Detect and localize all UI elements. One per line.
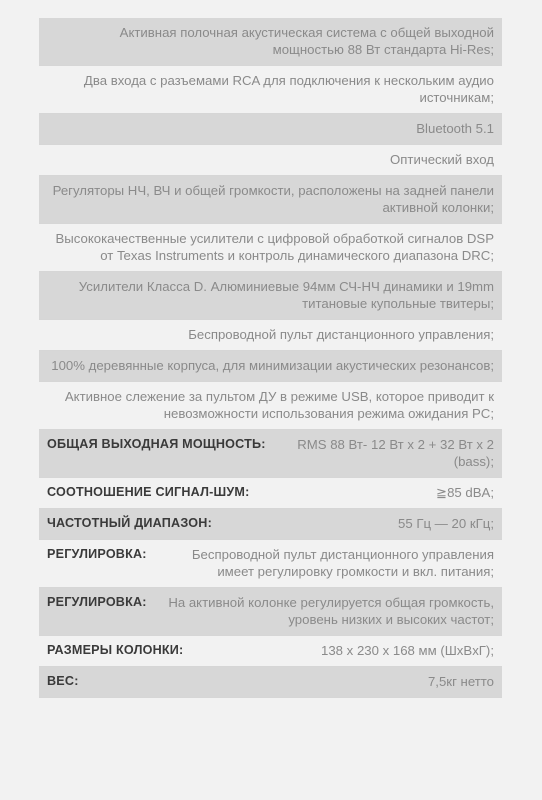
spec-value: На активной колонке регулируется общая громкость, уровень низких и высоких частот;	[168, 595, 494, 627]
spec-row	[39, 478, 502, 509]
spec-value: ≧85 dBA;	[436, 485, 494, 500]
spec-label: СООТНОШЕНИЕ СИГНАЛ-ШУМ:	[47, 485, 250, 499]
feature-row: Два входа с разъемами RCA для подключения к нескольким аудио источникам;	[39, 66, 502, 114]
spec-value: 7,5кг нетто	[427, 674, 494, 689]
feature-row: Усилители Класса D. Алюминиевые 94мм СЧ-НЧ динамики и 19mm титановые купольные твитеры;	[39, 272, 502, 320]
spec-value: 55 Гц — 20 кГц;	[397, 516, 494, 531]
spec-label: РЕГУЛИРОВКА:	[47, 595, 147, 609]
feature-row: Оптический вход	[39, 145, 502, 176]
spec-label: ВЕС:	[47, 674, 79, 688]
spec-row	[39, 636, 502, 667]
spec-row	[39, 588, 502, 636]
spec-label: ОБЩАЯ ВЫХОДНАЯ МОЩНОСТЬ:	[47, 437, 266, 451]
feature-row: Высококачественные усилители с цифровой обработкой сигналов DSP от Texas Instruments и контроль динамического диапазона DRC;	[39, 224, 502, 272]
spec-row	[39, 430, 502, 478]
spec-row	[39, 540, 502, 588]
spec-label: РАЗМЕРЫ КОЛОНКИ:	[47, 643, 184, 657]
spec-label: ЧАСТОТНЫЙ ДИАПАЗОН:	[47, 516, 212, 530]
feature-row: Активное слежение за пультом ДУ в режиме USB, которое приводит к невозможности использования режима ожидания PC;	[39, 382, 502, 430]
feature-row: Bluetooth 5.1	[39, 114, 502, 145]
spec-row	[39, 667, 502, 698]
feature-row: Регуляторы НЧ, ВЧ и общей громкости, расположены на задней панели активной колонки;	[39, 176, 502, 224]
spec-value: 138 x 230 x 168 мм (ШxВxГ);	[321, 643, 494, 658]
product-specs	[39, 18, 502, 698]
spec-row	[39, 509, 502, 540]
spec-value: Беспроводной пульт дистанционного управления имеет регулировку громкости и вкл. питания;	[191, 547, 494, 579]
feature-row: 100% деревянные корпуса, для минимизации акустических резонансов;	[39, 351, 502, 382]
feature-row: Беспроводной пульт дистанционного управления;	[39, 320, 502, 351]
spec-value: RMS 88 Вт- 12 Вт x 2 + 32 Вт x 2 (bass);	[297, 437, 494, 469]
feature-row: Активная полочная акустическая система с общей выходной мощностью 88 Вт стандарта Hi-Res;	[39, 18, 502, 66]
spec-label: РЕГУЛИРОВКА:	[47, 547, 147, 561]
